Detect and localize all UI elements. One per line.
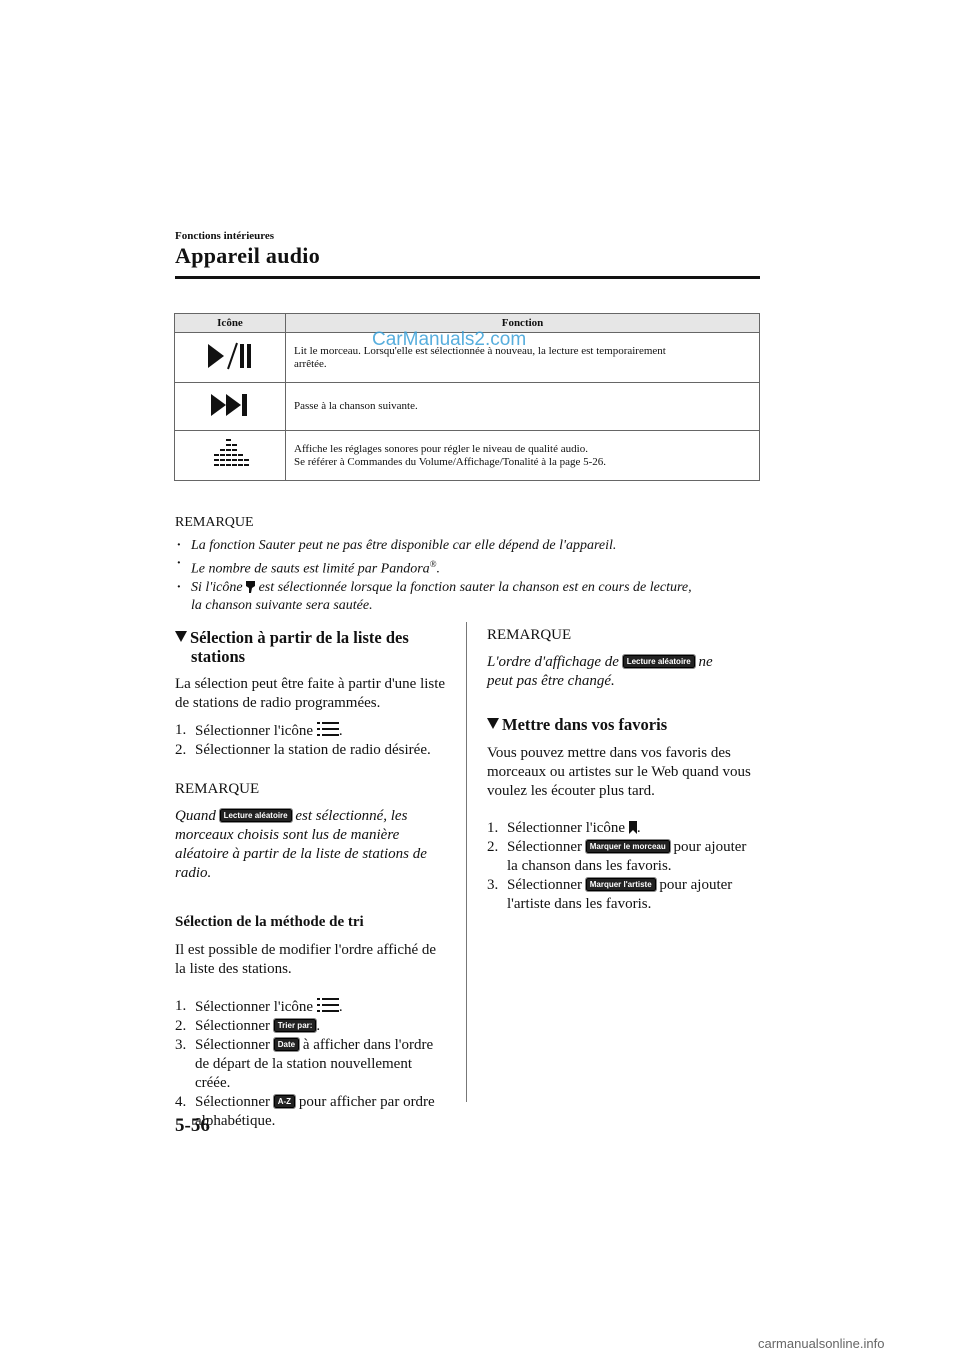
icon-column-header: Icône (175, 314, 286, 333)
remark-bullet (175, 579, 760, 615)
right-column (487, 626, 757, 914)
list-item: 3. Sélectionner Marquer l'artiste pour ajouter l'artiste dans les favoris. (487, 877, 733, 912)
remark-block (175, 780, 450, 883)
list-icon (317, 997, 339, 1013)
function-text: Se référer à Commandes du Volume/Affichage/Tonalité à la page 5-26. (294, 455, 607, 468)
page-number: 5-56 (175, 1115, 210, 1136)
date-button-label: Date (274, 1038, 299, 1051)
shuffle-button-label: Lecture aléatoire (220, 809, 292, 822)
remark-block (175, 514, 760, 615)
remark-title: REMARQUE (175, 515, 254, 530)
remark-title: REMARQUE (175, 781, 260, 797)
shuffle-button-label: Lecture aléatoire (623, 655, 695, 668)
bullet-text: Si l'icône (191, 579, 243, 595)
section-heading: Sélection à partir de la liste des stations (175, 628, 450, 666)
remark-block (487, 626, 757, 691)
sub-heading: Sélection de la méthode de tri (175, 914, 364, 930)
steps-list (175, 997, 450, 1131)
triangle-marker-icon (175, 631, 187, 642)
thumbs-down-icon (246, 581, 255, 593)
function-cell (286, 431, 760, 481)
list-item: 2. Sélectionner Marquer le morceau pour ajouter la chanson dans les favoris. (487, 839, 747, 874)
list-item: 2. Sélectionner la station de radio désirée. (175, 742, 431, 758)
title-rule (175, 276, 760, 279)
chapter-title: Appareil audio (175, 243, 320, 268)
function-column-header: Fonction (286, 314, 760, 333)
table-row (175, 431, 760, 481)
registered-mark: ® (429, 559, 437, 569)
remark-title: REMARQUE (487, 627, 572, 643)
bookmark-song-button-label: Marquer le morceau (586, 840, 670, 853)
bullet-text: La fonction Sauter peut ne pas être disponible car elle dépend de l'appareil. (191, 538, 617, 553)
skip-next-icon (210, 392, 250, 418)
section-heading: Mettre dans vos favoris (487, 715, 757, 734)
list-item: 3. Sélectionner Date à afficher dans l'ordre de départ de la station nouvellement créée. (175, 1037, 434, 1091)
icon-cell (175, 431, 286, 481)
bullet-text: est sélectionnée lorsque la fonction sauter la chanson est en cours de lecture, (258, 579, 692, 595)
bullet-text: . (436, 561, 440, 577)
intro-text: La sélection peut être faite à partir d'une liste de stations de radio programmées. (175, 676, 446, 711)
list-item: 2. Sélectionner Trier par: . (175, 1018, 321, 1034)
remark-bullet (175, 537, 760, 555)
remark-text: L'ordre d'affichage de Lecture aléatoire ne peut pas être changé. (487, 654, 713, 689)
function-cell (286, 383, 760, 431)
remark-bullet (175, 555, 760, 579)
az-button-label: A-Z (274, 1095, 295, 1108)
footer-site-link[interactable]: carmanualsonline.info (758, 1336, 885, 1351)
bookmark-artist-button-label: Marquer l'artiste (586, 878, 656, 891)
column-divider (466, 622, 467, 1102)
equalizer-icon (210, 437, 250, 471)
icon-cell (175, 333, 286, 383)
steps-list (487, 819, 757, 914)
function-text: Affiche les réglages sonores pour régler le niveau de qualité audio. (294, 442, 588, 455)
left-column (175, 628, 450, 1131)
function-text: Lit le morceau. Lorsqu'elle est sélectionnée à nouveau, la lecture est temporairement (294, 344, 666, 357)
sort-by-button-label: Trier par: (274, 1019, 317, 1032)
triangle-marker-icon (487, 718, 499, 729)
bullet-text: la chanson suivante sera sautée. (191, 597, 373, 613)
function-text: Passe à la chanson suivante. (294, 400, 418, 412)
list-item: 4. Sélectionner A-Z pour afficher par ordre alphabétique. (175, 1094, 435, 1129)
table-row (175, 383, 760, 431)
watermark[interactable]: CarManuals2.com (372, 329, 527, 350)
play-pause-icon (206, 341, 254, 371)
icon-cell (175, 383, 286, 431)
list-item: 1. Sélectionner l'icône . (175, 722, 343, 739)
steps-list (175, 721, 450, 760)
bullet-text: Le nombre de sauts est limité par Pandora (191, 561, 430, 577)
list-item: 1. Sélectionner l'icône . (487, 820, 641, 836)
list-item: 1. Sélectionner l'icône . (175, 998, 343, 1015)
list-icon (317, 721, 339, 737)
intro-text: Il est possible de modifier l'ordre affiché de la liste des stations. (175, 942, 437, 977)
bookmark-icon (629, 821, 637, 834)
function-text: arrêtée. (294, 357, 327, 370)
intro-text: Vous pouvez mettre dans vos favoris des morceaux ou artistes sur le Web quand vous voulez les écouter plus tard. (487, 745, 751, 799)
remark-text: Quand Lecture aléatoire est sélectionné, les morceaux choisis sont lus de manière aléatoire à partir de la liste de stations de radio. (175, 808, 427, 881)
section-label: Fonctions intérieures (175, 230, 275, 242)
